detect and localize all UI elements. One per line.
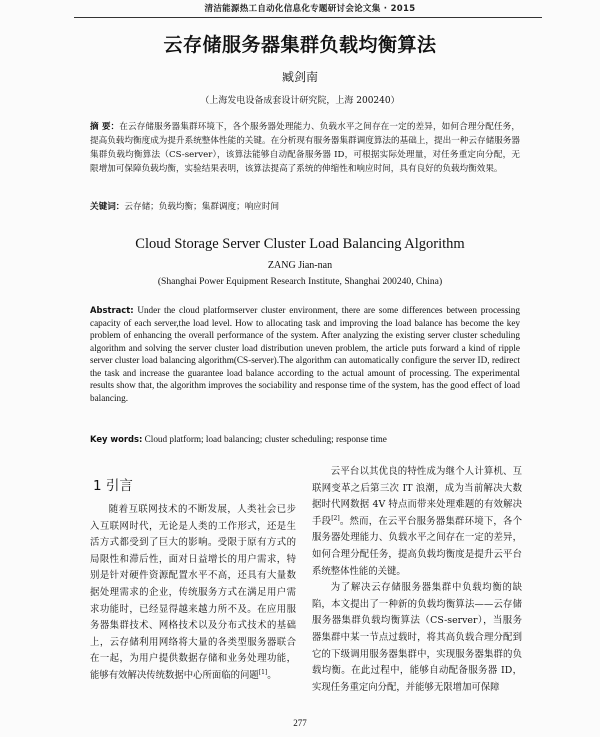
section-heading-introduction: 1 引言 xyxy=(93,478,133,494)
abstract-cn xyxy=(90,120,520,176)
keywords-en xyxy=(90,433,520,445)
keywords-cn-label: 关键词： xyxy=(90,202,125,212)
intro-paragraph-2-end: 。然而，在云平台服务器集群环境下，各个服务器处理能力、负载水平之间存在一定的差异，如何合理分配任务，提高负载均衡度是提升云平台系统整体性能的关键。 xyxy=(312,515,522,577)
intro-paragraph-3: 为了解决云存储服务器集群中负载均衡的缺陷，本文提出了一种新的负载均衡算法——云存储服务器集群负载均衡算法（CS-server），当服务器集群中某一节点过载时，将其高负载合理分配到它的下级调用服务器集群中，实现服务器集群的负载均衡。在此过程中，能够自动配备服务器 ID，实现任务重定向分配，并能够无限增加可保障 xyxy=(312,582,522,693)
keywords-en-label: Key words: xyxy=(90,434,143,444)
paper-title-cn: 云存储服务器集群负载均衡算法 xyxy=(163,34,437,56)
right-column xyxy=(312,464,522,696)
citation-2: [2] xyxy=(331,514,340,522)
page-number: 277 xyxy=(293,718,307,728)
paper-title-en: Cloud Storage Server Cluster Load Balancing Algorithm xyxy=(135,236,465,252)
intro-paragraph-2-text: 云平台以其优良的特性成为继个人计算机、互联网变革之后第三次 IT 浪潮，成为当前解决大数据时代网数据 4V 特点而带来处理难题的有效解决手段 xyxy=(312,466,522,527)
intro-paragraph-1-end: 。 xyxy=(267,669,277,681)
left-column xyxy=(90,502,296,685)
intro-paragraph-1 xyxy=(90,502,296,685)
abstract-en-label: Abstract: xyxy=(90,305,134,315)
author-en: ZANG Jian-nan xyxy=(267,260,333,271)
intro-paragraph-2 xyxy=(312,464,522,580)
keywords-cn-text: 云存储；负载均衡；集群调度；响应时间 xyxy=(124,202,280,212)
header-rule xyxy=(74,17,542,18)
author-cn: 臧剑南 xyxy=(281,70,318,84)
intro-paragraph-1-text: 随着互联网技术的不断发展，人类社会已步入互联网时代，无论是人类的工作形式，还是生活方式都受到了巨大的影响。受限于原有方式的局限性和滞后性，面对日益增长的用户需求，特别是针对硬件资源配置水平不高，还具有大量数据处理需求的企业，传统服务方式在满足用户需求功能时，已经显得越来越力所不及。在应用服务器集群技术、网格技术以及分布式技术的基础上，云存储利用网络将大量的各类型服务器联合在一起，为用户提供数据存储和业务处理功能，能够有效解决传统数据中心所面临的问题 xyxy=(90,504,296,681)
keywords-en-text: Cloud platform; load balancing; cluster scheduling; response time xyxy=(144,434,387,444)
affiliation-cn: （上海发电设备成套设计研究院，上海 200240） xyxy=(200,96,400,106)
abstract-en-text: Under the cloud platformserver cluster environment, there are some differences between processing capacity of each server,the load level. How to allocating task and improving the load balance has become the key problem of enhancing the overall performance of the system. After analyzing the existing server cluster scheduling algorithm and solving the server cluster load distribution uneven problem, the article puts forward a kind of ripple server cluster load balancing algorithm(CS-server).The algorithm can automatically configure the server ID, redirect the task and increase the guarantee load balance according to the actual amount of processing. The experimental results show that, the algorithm improves the sociability and response time of the system, has the good effect of load balancing. xyxy=(90,305,520,403)
citation-1: [1] xyxy=(258,668,268,676)
abstract-en xyxy=(90,304,520,404)
keywords-cn xyxy=(90,200,520,214)
abstract-cn-text: 在云存储服务器集群环境下，各个服务器处理能力、负载水平之间存在一定的差异，如何合理分配任务，提高负载均衡度成为提升系统整体性能的关键。在分析现有服务器集群调度算法的基础上，提出一种云存储服务器集群负载均衡算法（CS-server），该算法能够自动配备服务器 ID，可根据实际处理量，对任务重定向分配，无限增加可保障负载均衡，实验结果表明，该算法提高了系统的伸缩性和响应时间，具有良好的负载均衡效果。 xyxy=(90,122,520,174)
running-header: 清洁能源热工自动化信息化专题研讨会论文集 · 2015 xyxy=(204,4,416,14)
affiliation-en: (Shanghai Power Equipment Research Institute, Shanghai 200240, China) xyxy=(157,276,443,287)
abstract-cn-label: 摘 要： xyxy=(90,122,120,132)
